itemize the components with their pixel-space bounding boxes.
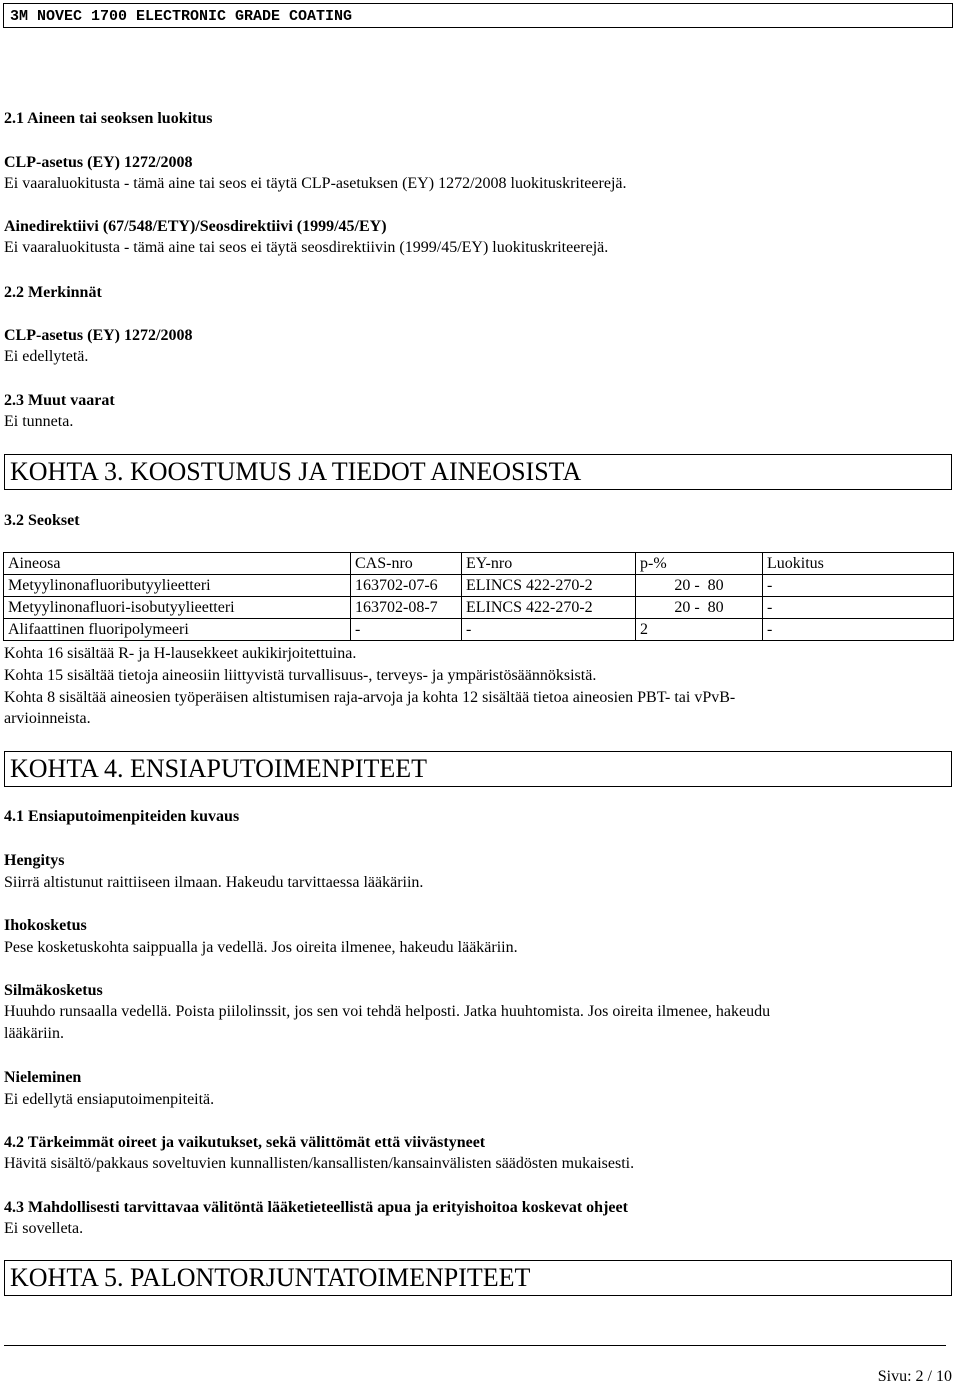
skin-text: Pese kosketuskohta saippualla ja vedellä. Jos oireita ilmenee, hakeudu lääkäriin.: [4, 939, 518, 956]
table-row: [4, 597, 954, 619]
directive-text: Ei vaaraluokitusta - tämä aine tai seos ei täytä seosdirektiivin (1999/45/EY) luokituskriteerejä.: [4, 239, 609, 256]
table-cell: 2: [636, 619, 763, 641]
other-hazards-text: Ei tunneta.: [4, 413, 74, 430]
directive-heading: Ainedirektiivi (67/548/ETY)/Seosdirektiivi (1999/45/EY): [4, 218, 387, 235]
document-title: 3M NOVEC 1700 ELECTRONIC GRADE COATING: [10, 8, 353, 25]
eye-text-line2: lääkäriin.: [4, 1025, 64, 1042]
table-cell: 20 - 80: [636, 575, 763, 597]
skin-heading: Ihokosketus: [4, 917, 87, 934]
heading-2-2: 2.2 Merkinnät: [4, 284, 102, 301]
table-header-cell: Aineosa: [4, 553, 351, 575]
medical-attention-text: Ei sovelleta.: [4, 1220, 84, 1237]
heading-4-1: 4.1 Ensiaputoimenpiteiden kuvaus: [4, 808, 240, 825]
table-cell: 20 - 80: [636, 597, 763, 619]
footer-divider: [4, 1345, 946, 1346]
table-cell: Metyylinonafluoributyylieetteri: [4, 575, 351, 597]
note-8-line2: arvioinneista.: [4, 710, 91, 727]
inhalation-text: Siirrä altistunut raittiiseen ilmaan. Hakeudu tarvittaessa lääkäriin.: [4, 874, 424, 891]
table-cell: Metyylinonafluori-isobutyylieetteri: [4, 597, 351, 619]
heading-4-3: 4.3 Mahdollisesti tarvittavaa välitöntä lääketieteellistä apua ja erityishoitoa koskevat ohjeet: [4, 1199, 628, 1216]
table-header-cell: p-%: [636, 553, 763, 575]
table-cell: -: [462, 619, 636, 641]
symptoms-text: Hävitä sisältö/pakkaus soveltuvien kunnallisten/kansallisten/kansainvälisten säädösten mukaisesti.: [4, 1155, 635, 1172]
ingestion-text: Ei edellytä ensiaputoimenpiteitä.: [4, 1091, 215, 1108]
table-cell: 163702-07-6: [351, 575, 462, 597]
composition-table: [3, 552, 954, 641]
clp-heading-2: CLP-asetus (EY) 1272/2008: [4, 327, 193, 344]
section-5-title: KOHTA 5. PALONTORJUNTATOIMENPITEET: [10, 1263, 531, 1292]
inhalation-heading: Hengitys: [4, 852, 65, 869]
table-header-cell: EY-nro: [462, 553, 636, 575]
eye-heading: Silmäkosketus: [4, 982, 103, 999]
heading-3-2: 3.2 Seokset: [4, 512, 80, 529]
table-cell: Alifaattinen fluoripolymeeri: [4, 619, 351, 641]
section-3-title: KOHTA 3. KOOSTUMUS JA TIEDOT AINEOSISTA: [10, 457, 582, 486]
ingestion-heading: Nieleminen: [4, 1069, 82, 1086]
heading-2-1: 2.1 Aineen tai seoksen luokitus: [4, 110, 213, 127]
note-8-line1: Kohta 8 sisältää aineosien työperäisen altistumisen raja-arvoja ja kohta 12 sisältää tietoa aineosien PBT- tai vPvB-: [4, 689, 736, 706]
table-header-cell: CAS-nro: [351, 553, 462, 575]
clp-text: Ei vaaraluokitusta - tämä aine tai seos ei täytä CLP-asetuksen (EY) 1272/2008 luokituskriteerejä.: [4, 175, 627, 192]
clp-heading: CLP-asetus (EY) 1272/2008: [4, 154, 193, 171]
table-cell: ELINCS 422-270-2: [462, 575, 636, 597]
note-15: Kohta 15 sisältää tietoja aineosiin liittyvistä turvallisuus-, terveys- ja ympäristösäännöksistä.: [4, 667, 597, 684]
heading-2-3: 2.3 Muut vaarat: [4, 392, 115, 409]
table-cell: -: [763, 575, 954, 597]
eye-text-line1: Huuhdo runsaalla vedellä. Poista piilolinssit, jos sen voi tehdä helposti. Jatka huuhtomista. Jos oireita ilmenee, hakeudu: [4, 1003, 771, 1020]
table-cell: 163702-08-7: [351, 597, 462, 619]
heading-4-2: 4.2 Tärkeimmät oireet ja vaikutukset, sekä välittömät että viivästyneet: [4, 1134, 486, 1151]
clp-text-2: Ei edellytetä.: [4, 348, 89, 365]
table-row: [4, 575, 954, 597]
table-cell: ELINCS 422-270-2: [462, 597, 636, 619]
table-cell: -: [763, 597, 954, 619]
note-16: Kohta 16 sisältää R- ja H-lausekkeet aukikirjoitettuina.: [4, 645, 357, 662]
document-header: [3, 3, 953, 28]
section-4-title: KOHTA 4. ENSIAPUTOIMENPITEET: [10, 754, 428, 783]
table-header-cell: Luokitus: [763, 553, 954, 575]
table-cell: -: [763, 619, 954, 641]
page-number: Sivu: 2 / 10: [877, 1368, 952, 1385]
table-header-row: [4, 553, 954, 575]
table-cell: -: [351, 619, 462, 641]
table-row: [4, 619, 954, 641]
